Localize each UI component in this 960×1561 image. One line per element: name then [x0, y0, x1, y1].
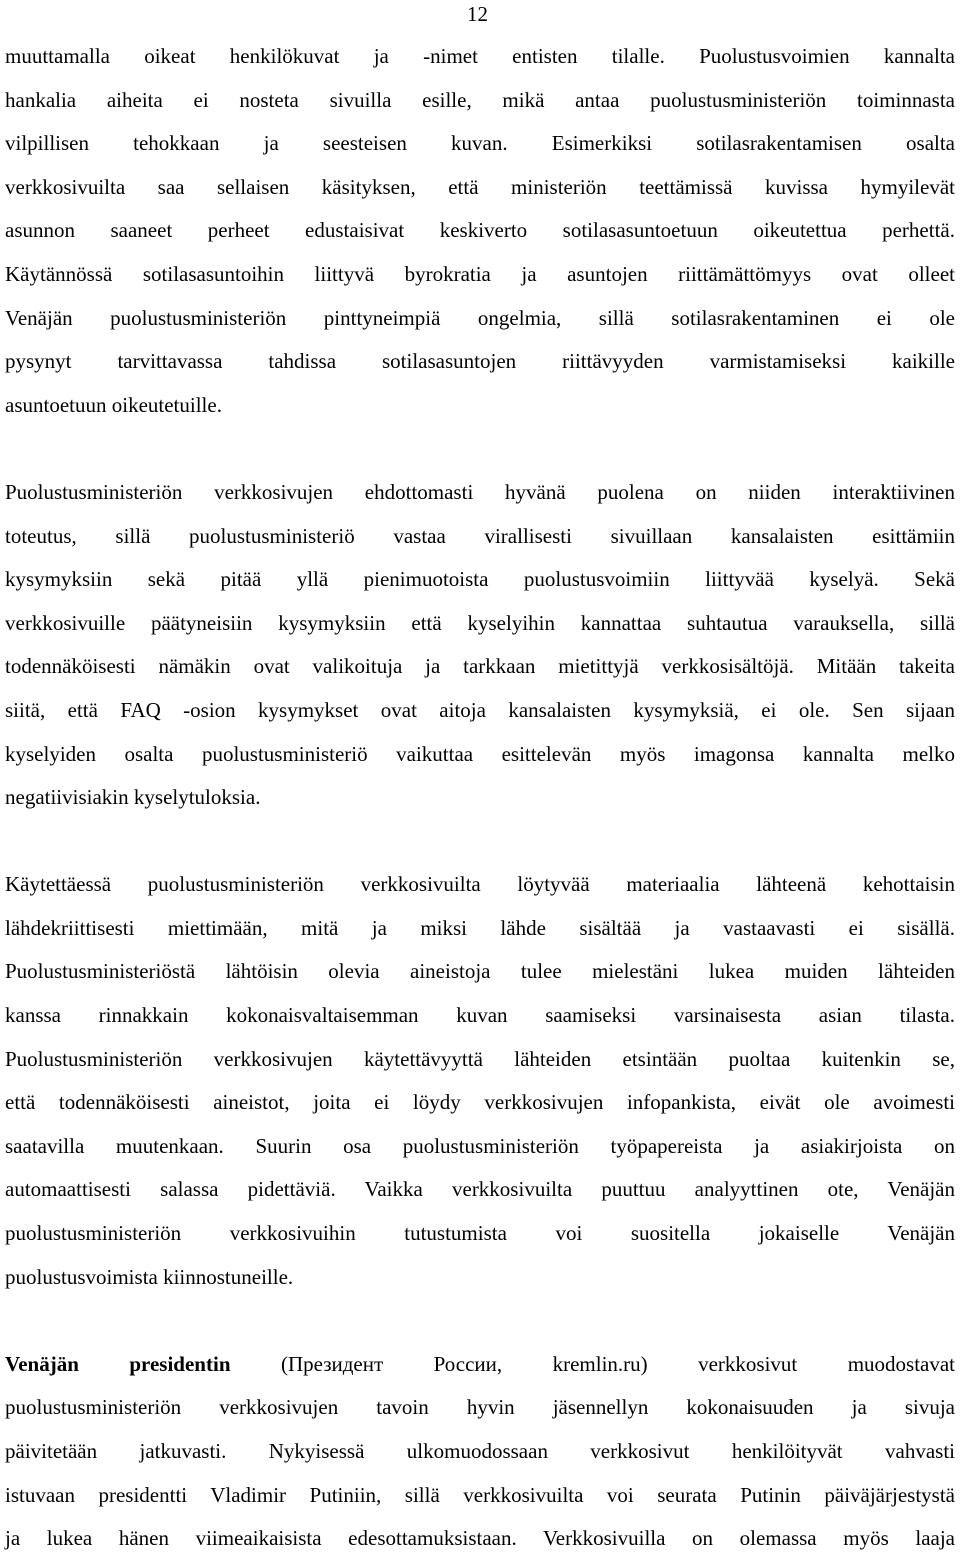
text-line-rest: (Президент России, kremlin.ru) verkkosivut muodostavat	[280, 1351, 956, 1376]
paragraph-4	[5, 1343, 955, 1561]
text-line: pysynyt tarvittavassa tahdissa sotilasasuntojen riittävyyden varmistamiseksi kaikille	[5, 349, 955, 374]
text-line: puolustusministeriön verkkosivujen tavoin hyvin jäsennellyn kokonaisuuden ja sivuja	[5, 1395, 955, 1420]
text-line: siitä, että FAQ -osion kysymykset ovat aitoja kansalaisten kysymyksiä, ei ole. Sen sijaan	[5, 697, 955, 722]
text-line: kanssa rinnakkain kokonaisvaltaisemman kuvan saamiseksi varsinaisesta asian tilasta.	[5, 1003, 955, 1028]
paragraph-spacer	[5, 427, 955, 471]
text-line: verkkosivuille päätyneisiin kysymyksiin että kyselyihin kannattaa suhtautua varauksella, sillä	[5, 610, 955, 635]
text-line: ja lukea hänen viimeaikaisista edesottamuksistaan. Verkkosivuilla on olemassa myös laaja	[5, 1526, 955, 1551]
text-line: Venäjän puolustusministeriön pinttyneimpiä ongelmia, sillä sotilasrakentaminen ei ole	[5, 305, 955, 330]
text-line: automaattisesti salassa pidettäviä. Vaikka verkkosivuilta puuttuu analyyttinen ote, Venäjän	[5, 1177, 955, 1202]
text-line: päivitetään jatkuvasti. Nykyisessä ulkomuodossaan verkkosivut henkilöityvät vahvasti	[5, 1439, 955, 1463]
text-line: saatavilla muutenkaan. Suurin osa puolustusministeriön työpapereista ja asiakirjoista on	[5, 1133, 955, 1158]
page-number: 12	[467, 2, 488, 26]
text-line: verkkosivuilta saa sellaisen käsityksen, että ministeriön teettämissä kuvissa hymyilevät	[5, 174, 955, 199]
text-line: puolustusministeriön verkkosivuihin tutustumista voi suositella jokaiselle Venäjän	[5, 1221, 955, 1246]
text-line: toteutus, sillä puolustusministeriö vastaa virallisesti sivuillaan kansalaisten esittämiin	[5, 523, 955, 548]
text-line: lähdekriittisesti miettimään, mitä ja miksi lähde sisältää ja vastaavasti ei sisällä.	[5, 915, 955, 940]
section-lead-term: Venäjän presidentin	[5, 1351, 231, 1376]
text-line: asunnon saaneet perheet edustaisivat keskiverto sotilasasuntoetuun oikeutettua perhettä.	[5, 218, 955, 243]
text-line: Käytettäessä puolustusministeriön verkkosivuilta löytyvää materiaalia lähteenä kehottaisin	[5, 872, 955, 897]
text-line-first	[5, 1343, 955, 1387]
text-line: Puolustusministeriöstä lähtöisin olevia aineistoja tulee mielestäni lukea muiden lähteiden	[5, 959, 955, 984]
text-line: että todennäköisesti aineistot, joita ei löydy verkkosivujen infopankista, eivät ole avoimesti	[5, 1090, 955, 1115]
text-line: kyselyiden osalta puolustusministeriö vaikuttaa esittelevän myös imagonsa kannalta melko	[5, 741, 955, 766]
text-line: hankalia aiheita ei nosteta sivuilla esille, mikä antaa puolustusministeriön toiminnasta	[5, 87, 955, 112]
text-line: Puolustusministeriön verkkosivujen ehdottomasti hyvänä puolena on niiden interaktiivinen	[5, 479, 955, 504]
paragraph-1	[5, 35, 955, 427]
text-line: istuvaan presidentti Vladimir Putiniin, sillä verkkosivuilta voi seurata Putinin päiväjärjestystä	[5, 1482, 955, 1507]
text-line: kysymyksiin sekä pitää yllä pienimuotoista puolustusvoimiin liittyvää kyselyä. Sekä	[5, 567, 955, 592]
paragraph-3	[5, 863, 955, 1299]
paragraph-spacer	[5, 820, 955, 864]
text-line: negatiivisiakin kyselytuloksia.	[5, 785, 261, 810]
text-line: Käytännössä sotilasasuntoihin liittyvä byrokratia ja asuntojen riittämättömyys ovat olleet	[5, 261, 955, 286]
text-line: Puolustusministeriön verkkosivujen käytettävyyttä lähteiden etsintään puoltaa kuitenkin se,	[5, 1046, 955, 1071]
text-line: vilpillisen tehokkaan ja seesteisen kuvan. Esimerkiksi sotilasrakentamisen osalta	[5, 131, 955, 156]
document-body	[5, 35, 955, 1561]
text-line: puolustusvoimista kiinnostuneille.	[5, 1264, 294, 1289]
text-line: muuttamalla oikeat henkilökuvat ja -nimet entisten tilalle. Puolustusvoimien kannalta	[5, 44, 955, 68]
paragraph-2	[5, 471, 955, 820]
text-line: todennäköisesti nämäkin ovat valikoituja ja tarkkaan mietittyjä verkkosisältöjä. Mitään takeita	[5, 654, 955, 679]
paragraph-spacer	[5, 1299, 955, 1343]
text-line: asuntoetuun oikeutetuille.	[5, 392, 222, 417]
